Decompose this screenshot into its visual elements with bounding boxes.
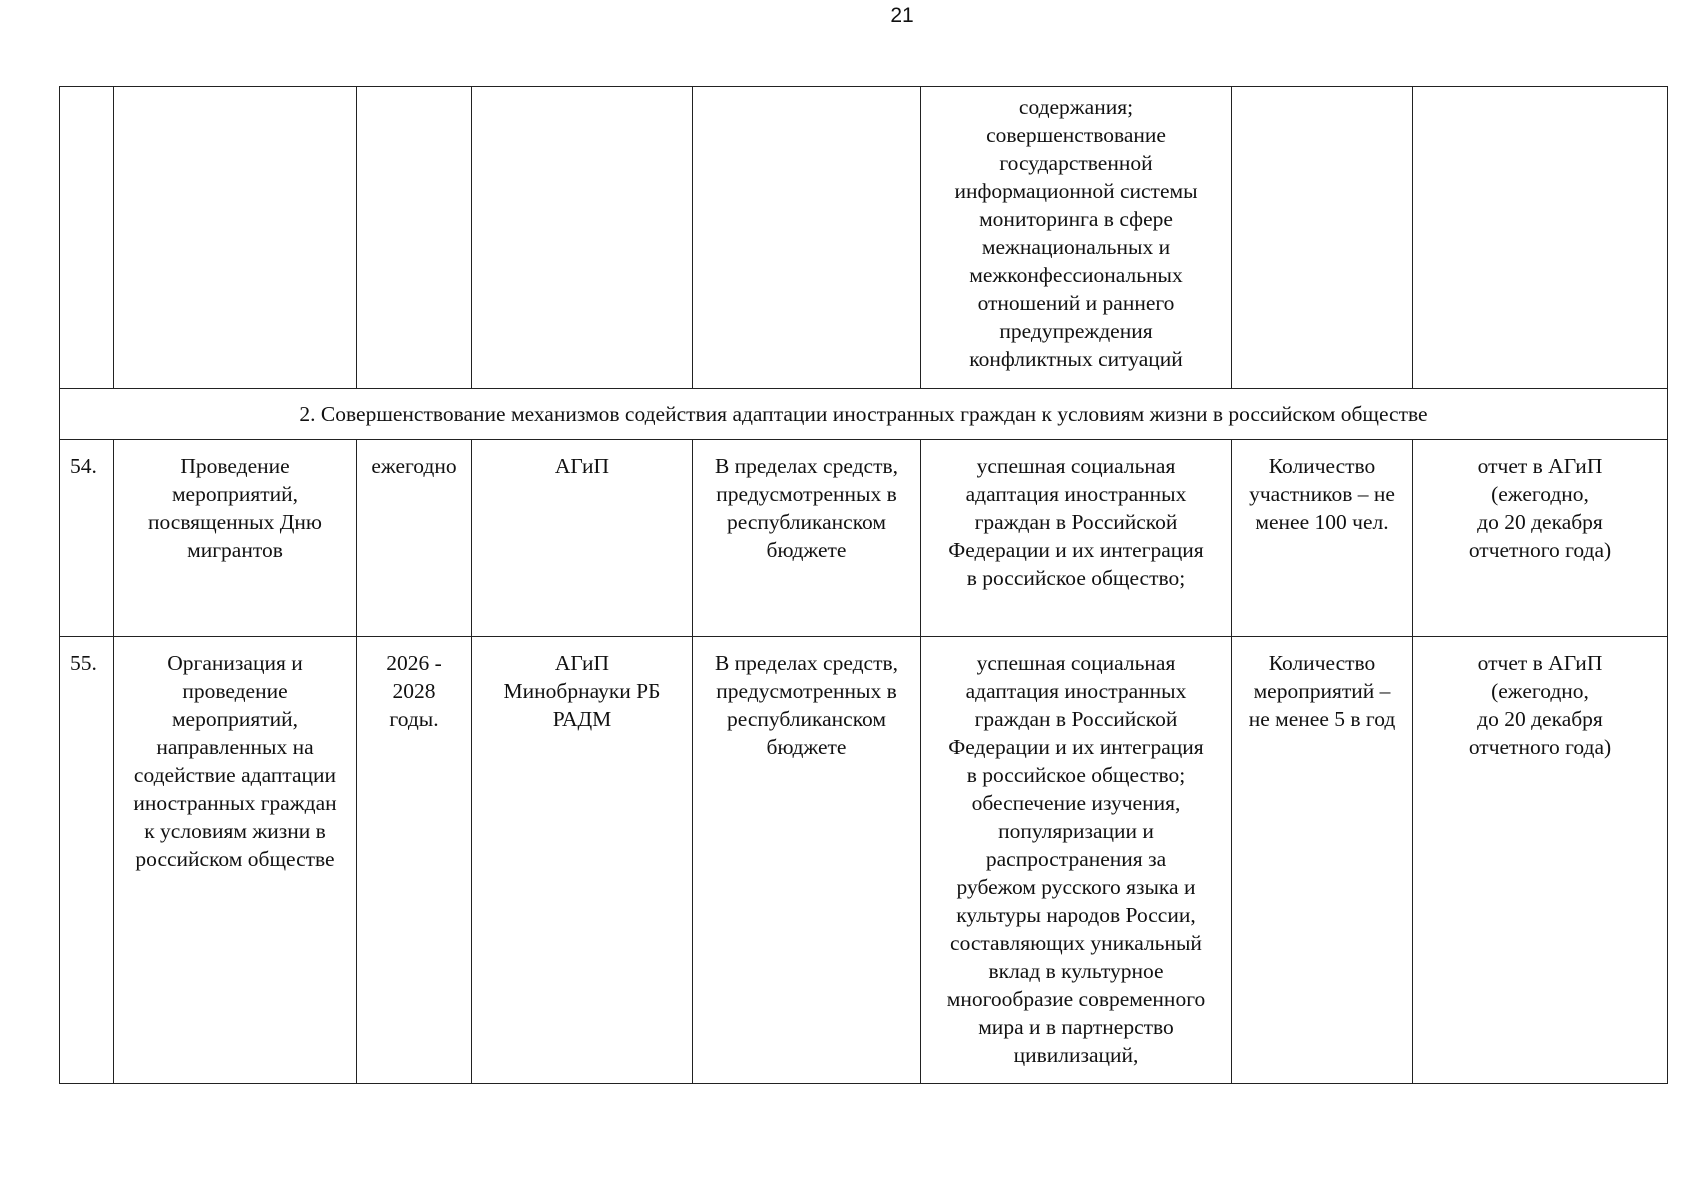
section-title: 2. Совершенствование механизмов содействия адаптации иностранных граждан к условиям жизни в российском обществе xyxy=(60,389,1668,440)
cell-funding xyxy=(693,87,921,389)
cell-report xyxy=(1413,87,1668,389)
cell-number: 55. xyxy=(60,637,114,1084)
cell-result: содержания; совершенствование государственной информационной системы мониторинга в сфере межнациональных и межконфессиональных отношений и раннего предупреждения конфликтных ситуаций xyxy=(921,87,1232,389)
cell-result: успешная социальная адаптация иностранных граждан в Российской Федерации и их интеграция в российское общество; xyxy=(921,440,1232,637)
cell-period: ежегодно xyxy=(357,440,472,637)
section-row xyxy=(60,389,1668,440)
cell-funding: В пределах средств, предусмотренных в республиканском бюджете xyxy=(693,637,921,1084)
cell-result: успешная социальная адаптация иностранных граждан в Российской Федерации и их интеграция в российское общество; обеспечение изучения, популяризации и распространения за рубежом русского языка и культуры народов России, составляющих уникальный вклад в культурное многообразие современного мира и в партнерство цивилизаций, xyxy=(921,637,1232,1084)
cell-executor: АГиП Минобрнауки РБ РАДМ xyxy=(472,637,693,1084)
cell-number xyxy=(60,87,114,389)
cell-executor xyxy=(472,87,693,389)
cell-period: 2026 - 2028 годы. xyxy=(357,637,472,1084)
cell-indicator: Количество мероприятий – не менее 5 в год xyxy=(1232,637,1413,1084)
cell-event: Проведение мероприятий, посвященных Дню мигрантов xyxy=(114,440,357,637)
cell-funding: В пределах средств, предусмотренных в республиканском бюджете xyxy=(693,440,921,637)
cell-number: 54. xyxy=(60,440,114,637)
cell-event: Организация и проведение мероприятий, направленных на содействие адаптации иностранных граждан к условиям жизни в российском обществе xyxy=(114,637,357,1084)
cell-indicator: Количество участников – не менее 100 чел. xyxy=(1232,440,1413,637)
cell-period xyxy=(357,87,472,389)
page-number: 21 xyxy=(890,4,914,27)
cell-report: отчет в АГиП (ежегодно, до 20 декабря отчетного года) xyxy=(1413,637,1668,1084)
table-row xyxy=(60,440,1668,637)
cell-executor: АГиП xyxy=(472,440,693,637)
plan-table xyxy=(59,86,1668,1084)
table-row-continued xyxy=(60,87,1668,389)
cell-report: отчет в АГиП (ежегодно, до 20 декабря отчетного года) xyxy=(1413,440,1668,637)
cell-indicator xyxy=(1232,87,1413,389)
cell-event xyxy=(114,87,357,389)
table-row xyxy=(60,637,1668,1084)
